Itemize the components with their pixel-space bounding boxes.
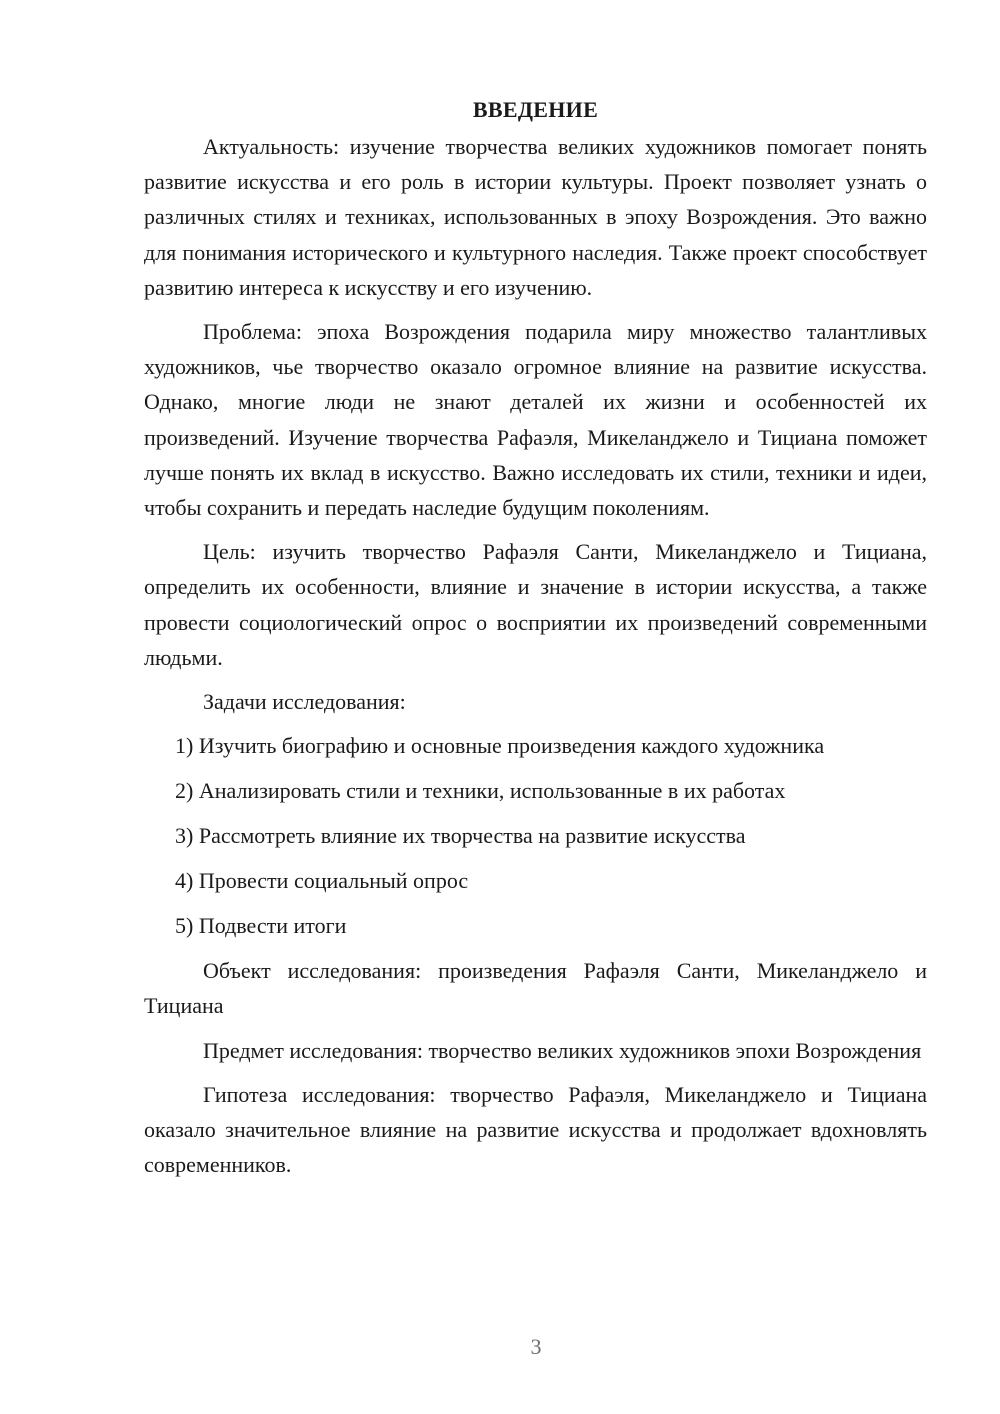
task-number: 5)	[175, 913, 194, 939]
tasks-list	[144, 728, 927, 943]
tasks-heading: Задачи исследования:	[203, 689, 406, 715]
task-text: Анализировать стили и техники, использованные в их работах	[198, 778, 786, 804]
page-title: ВВЕДЕНИЕ	[472, 97, 599, 122]
problem-paragraph: Проблема: эпоха Возрождения подарила миру множество талантливых художников, чье творчество оказало огромное влияние на развитие искусства. Однако, многие люди не знают деталей их жизни и особенностей их произведений. Изучение творчества Рафаэля, Микеланджело и Тициана поможет лучше понять их вклад в искусство. Важно исследовать их стили, техники и идеи, чтобы сохранить и передать наследие будущим поколениям.	[144, 319, 927, 521]
task-item	[144, 818, 927, 853]
document-page	[144, 92, 927, 1191]
task-item	[144, 863, 927, 898]
task-item	[144, 908, 927, 943]
task-item	[144, 773, 927, 808]
task-text: Провести социальный опрос	[198, 868, 469, 894]
subject-paragraph: Предмет исследования: творчество великих художников эпохи Возрождения	[203, 1037, 922, 1063]
hypothesis-paragraph: Гипотеза исследования: творчество Рафаэля, Микеланджело и Тициана оказало значительное влияние на развитие искусства и продолжает вдохновлять современников.	[144, 1081, 927, 1178]
task-text: Изучить биографию и основные произведения каждого художника	[198, 733, 825, 759]
goal-paragraph: Цель: изучить творчество Рафаэля Санти, Микеланджело и Тициана, определить их особенности, влияние и значение в истории искусства, а также провести социологический опрос о восприятии их произведений современными людьми.	[144, 539, 927, 670]
task-item	[144, 728, 927, 763]
task-number: 3)	[175, 823, 194, 849]
task-number: 2)	[175, 778, 194, 804]
task-number: 4)	[175, 868, 194, 894]
relevance-paragraph: Актуальность: изучение творчества великих художников помогает понять развитие искусства и его роль в истории культуры. Проект позволяет узнать о различных стилях и техниках, использованных в эпоху Возрождения. Это важно для понимания исторического и культурного наследия. Также проект способствует развитию интереса к искусству и его изучению.	[144, 134, 927, 300]
task-number: 1)	[175, 733, 194, 759]
task-text: Подвести итоги	[198, 913, 347, 939]
object-paragraph: Объект исследования: произведения Рафаэля Санти, Микеланджело и Тициана	[144, 958, 927, 1019]
task-text: Рассмотреть влияние их творчества на развитие искусства	[198, 823, 746, 849]
page-number: 3	[530, 1334, 542, 1359]
